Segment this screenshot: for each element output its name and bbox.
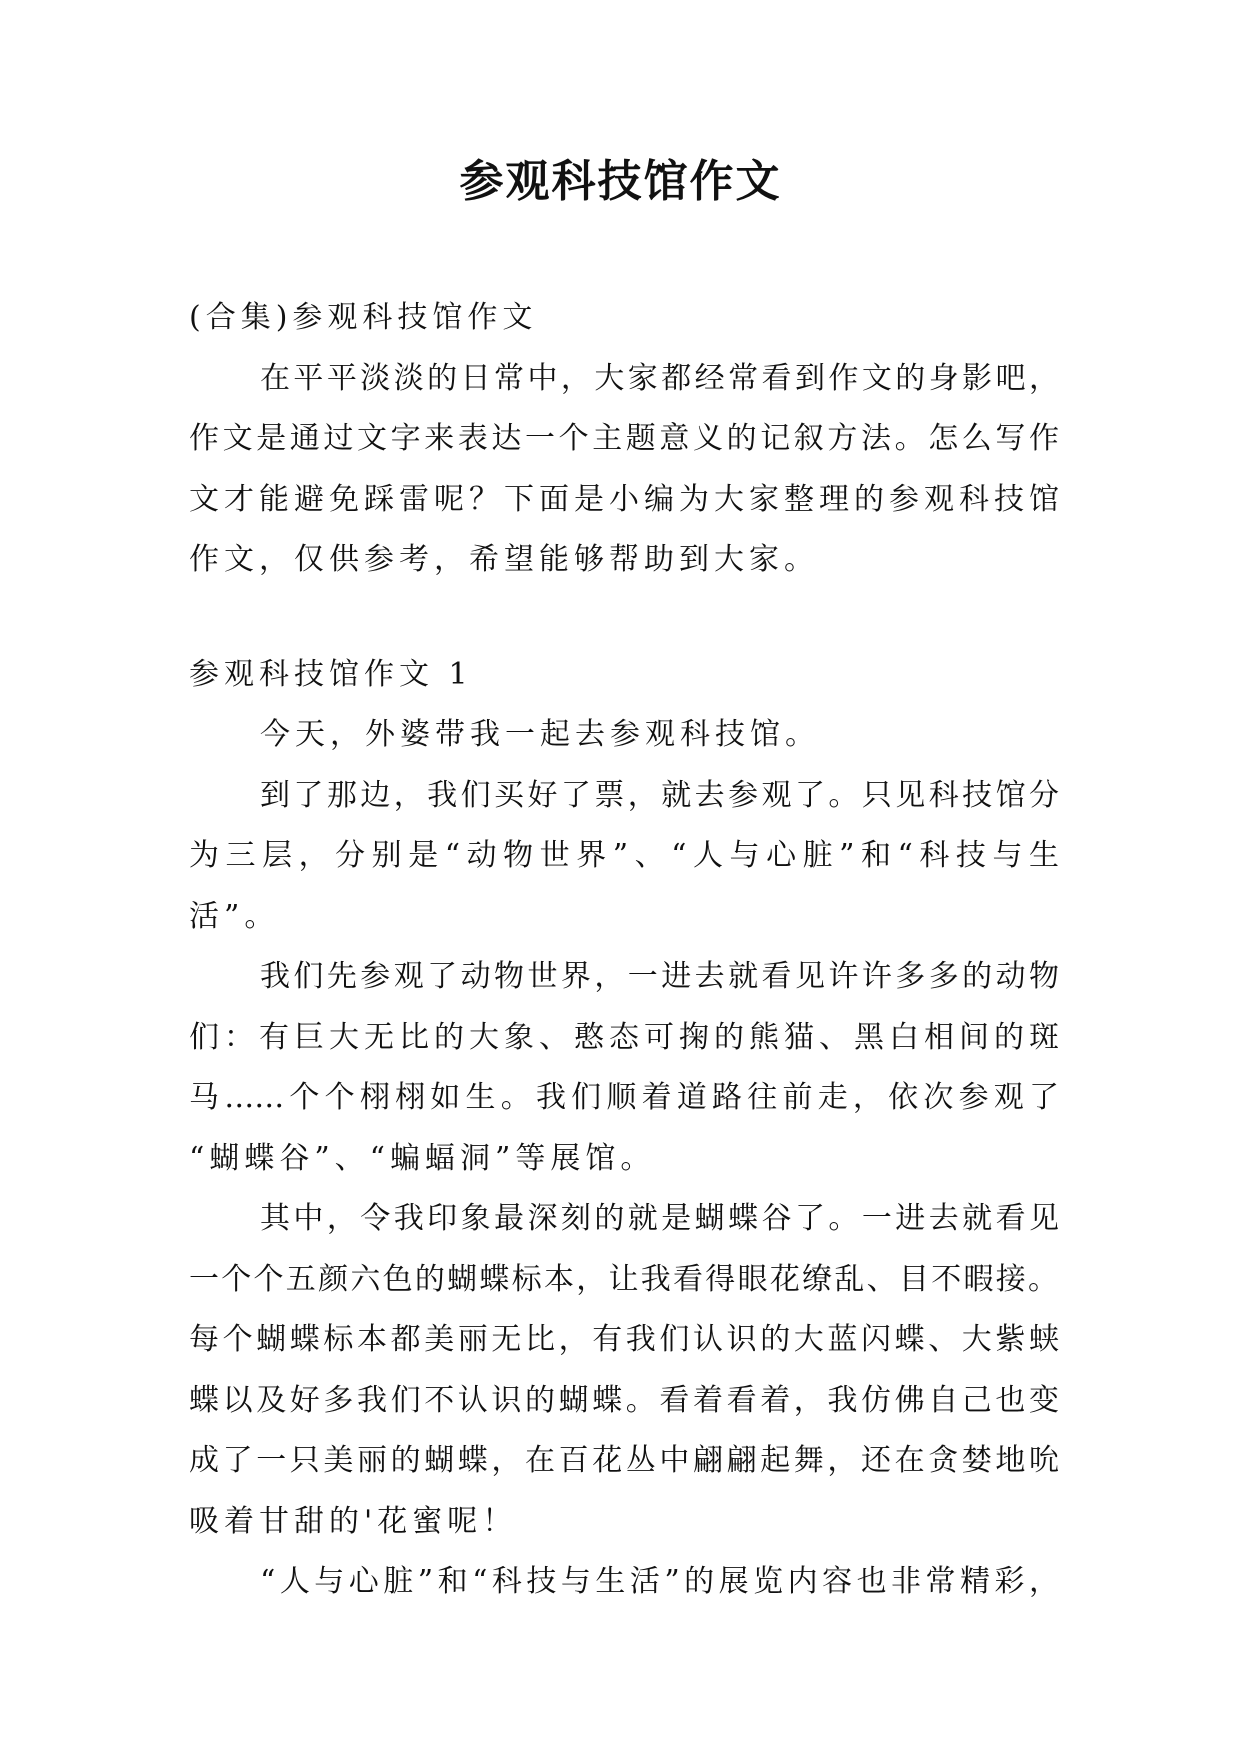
document-body (189, 288, 1059, 1613)
essay-line: 到了那边，我们买好了票，就去参观了。只见科技馆分 (260, 777, 1059, 813)
essay-line: 为三层，分别是“动物世界”、“人与心脏”和“科技与生 (189, 838, 1059, 873)
document-title: 参观科技馆作文 (459, 156, 782, 207)
essay-line: “人与心脏”和“科技与生活”的展览内容也非常精彩， (260, 1564, 1059, 1599)
intro-line: 在平平淡淡的日常中，大家都经常看到作文的身影吧， (260, 360, 1059, 396)
paragraph-gap (189, 591, 1059, 645)
essay-line: “蝴蝶谷”、“蝙蝠洞”等展馆。 (189, 1140, 656, 1176)
essay-line: 一个个五颜六色的蝴蝶标本，让我看得眼花缭乱、目不暇接。 (189, 1261, 1059, 1297)
essay-line: 吸着甘甜的'花蜜呢！ (189, 1503, 518, 1539)
essay-line: 成了一只美丽的蝴蝶，在百花丛中翩翩起舞，还在贪婪地吮 (189, 1443, 1059, 1478)
collection-subtitle: (合集)参观科技馆作文 (189, 300, 538, 335)
essay-line: 我们先参观了动物世界，一进去就看见许许多多的动物 (260, 959, 1059, 994)
intro-line: 作文是通过文字来表达一个主题意义的记叙方法。怎么写作 (189, 421, 1059, 456)
essay-line: 马……个个栩栩如生。我们顺着道路往前走，依次参观了 (189, 1080, 1059, 1115)
intro-line: 作文，仅供参考，希望能够帮助到大家。 (189, 542, 819, 577)
essay-line: 们：有巨大无比的大象、憨态可掬的熊猫、黑白相间的斑 (189, 1019, 1059, 1055)
intro-line: 文才能避免踩雷呢？下面是小编为大家整理的参观科技馆 (189, 481, 1059, 517)
essay-line: 活”。 (189, 898, 280, 934)
essay-line: 今天，外婆带我一起去参观科技馆。 (260, 717, 820, 752)
essay-line: 其中，令我印象最深刻的就是蝴蝶谷了。一进去就看见 (260, 1201, 1059, 1236)
section-heading: 参观科技馆作文 1 (189, 656, 473, 692)
essay-line: 每个蝴蝶标本都美丽无比，有我们认识的大蓝闪蝶、大紫蛱 (189, 1322, 1059, 1357)
essay-line: 蝶以及好多我们不认识的蝴蝶。看着看着，我仿佛自己也变 (189, 1382, 1059, 1418)
